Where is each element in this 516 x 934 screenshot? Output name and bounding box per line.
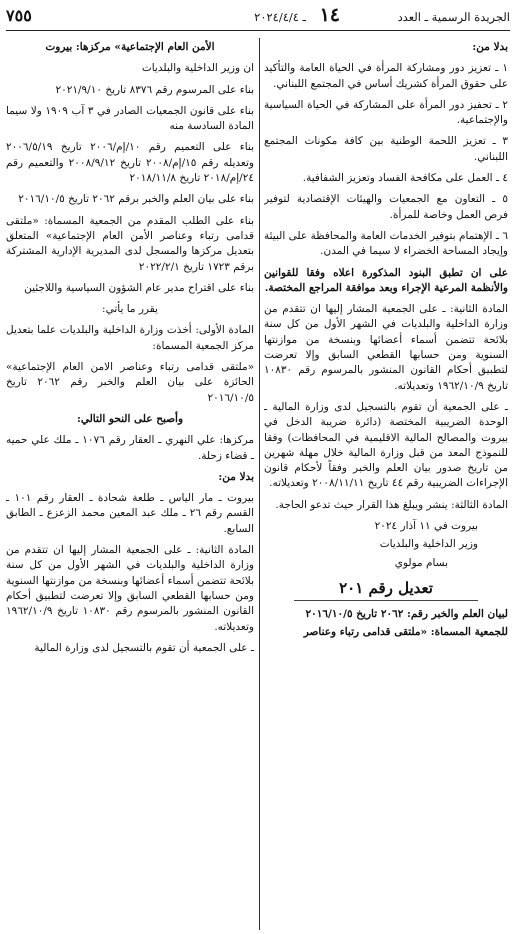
issue-date: ـ ٢٠٢٤/٤/٤: [254, 10, 306, 24]
issue-number: ١٤: [319, 4, 340, 26]
paragraph: يقرر ما يأتي:: [102, 303, 158, 316]
paragraph: بناء على بيان العلم والخبر برقم ٢٠٦٢ تاريخ ٢٠١٦/١٠/٥: [18, 193, 254, 206]
paragraph: بناء على المرسوم رقم ٨٣٧٦ تاريخ ٢٠٢١/٩/١٠: [55, 83, 254, 96]
paragraph: «ملتقى قدامى رتباء وعناصر الامن العام الإجتماعية» الحائزة على بيان العلم والخبر رقم ٢٠٦٢ تاريخ ٢٠١٦/١٠/٥: [6, 361, 254, 404]
paragraph: المادة الثانية: ـ على الجمعية المشار إليها ان تتقدم من وزارة الداخلية والبلديات في الشهر الأول من كل سنة بلائحة تتضمن أسماء أعضائها وبنسخة من موازنتها السنوية ومن حسابها القطعي السابق وإلا تعرضت لتطبيق أحكام القانون المنشور بالمرسوم رقم ١٠٨٣٠ تاريخ ١٩٦٢/١٠/٩ وتعديلاته.: [6, 544, 254, 633]
paragraph: ـ على الجمعية أن تقوم بالتسجيل لدى وزارة المالية: [34, 641, 254, 654]
amendment-separator: [294, 600, 478, 601]
paragraph: ٤ ـ العمل على مكافحة الفساد وتعزيز الشفافية.: [302, 172, 508, 185]
paragraph: ان وزير الداخلية والبلديات: [141, 62, 254, 75]
column-divider: [259, 38, 260, 930]
gazette-title: الجريدة الرسمية ـ العدد: [397, 10, 510, 24]
paragraph: بدلا من:: [218, 470, 254, 483]
paragraph: ٣ ـ تعزيز اللحمة الوطنية بين كافة مكونات المجتمع اللبناني.: [264, 135, 508, 163]
amendment-title: تعديل رقم ٢٠١: [339, 578, 433, 597]
paragraph: المادة الأولى: أخذت وزارة الداخلية والبلديات علما بتعديل مركز الجمعية المسماة:: [6, 324, 254, 352]
paragraph: مركزها: علي النهري ـ العقار رقم ١٠٧٦ ـ ملك علي حميه ـ قضاء زحلة.: [6, 434, 254, 462]
paragraph: بناء على التعميم رقم ١٠/إم/٢٠٠٦ تاريخ ٢٠٠٦/٥/١٩ وتعديله رقم ١٥/إم/٢٠٠٨ تاريخ ٢٠٠٨/٩/١٢ والتعميم رقم ٢٤/إم/٢٠١٨ تاريخ ٢٠١٨/١١/٨: [6, 141, 254, 185]
right-column-paragraphs: [264, 40, 508, 513]
paragraph: ٥ ـ التعاون مع الجمعيات والهيئات الإقتصادية لتوفير فرص العمل وخاصة للمرأة.: [264, 193, 508, 221]
paragraph: وأصبح على النحو التالي:: [76, 412, 184, 425]
paragraph: بناء على اقتراح مدير عام الشؤون السياسية واللاجئين: [24, 281, 254, 294]
paragraph: ٢ ـ تحفيز دور المرأة على المشاركة في الحياة السياسية والإجتماعية.: [264, 98, 508, 127]
paragraph: ١ ـ تعزيز دور ومشاركة المرأة في الحياة العامة والتأكيد على حقوق المرأة كشريك أساس في المجتمع اللبناني.: [264, 62, 508, 90]
paragraph: على ان تطبق البنود المذكورة اعلاه وفقا للقوانين والأنظمة المرعية الإجراء وبعد موافقة المراجع المختصة.: [264, 266, 508, 294]
signature-role: وزير الداخلية والبلديات: [379, 538, 478, 551]
paragraph: بيروت ـ مار الياس ـ طلعة شحادة ـ العقار رقم ١٠١ ـ القسم رقم ٢٦ ـ ملك عبد المعين محمد الزعزع ـ الطابق السابع.: [6, 492, 254, 535]
left-column-paragraphs: [6, 40, 254, 656]
amendment-line-1: لبيان العلم والخبر رقم: ٢٠٦٢ تاريخ ٢٠١٦/١٠/٥: [305, 608, 508, 621]
paragraph: المادة الثالثة: ينشر ويبلغ هذا القرار حيث تدعو الحاجة.: [275, 498, 508, 511]
right-column: [264, 40, 508, 930]
paragraph: المادة الثانية: ـ على الجمعية المشار إليها ان تتقدم من وزارة الداخلية والبلديات في الشهر الأول من كل سنة بلائحة تتضمن أسماء أعضائها وبنسخة من موازنتها السنوية ومن حسابها القطعي السابق وإلا تعرضت لتطبيق أحكام القانون المنشور بالمرسوم رقم ١٠٨٣٠ تاريخ ١٩٦٢/١٠/٩ وتعديلاته.: [264, 303, 508, 392]
signature-name: بسام مولوي: [394, 556, 448, 569]
paragraph: الأمن العام الإجتماعية» مركزها: بيروت: [45, 41, 215, 53]
paragraph: ٦ ـ الإهتمام بتوفير الخدمات العامة والمحافظة على البيئة وإيجاد المساحة الخضراء لا سيما في المدن.: [264, 229, 508, 258]
paragraph: بدلا من:: [472, 41, 508, 53]
signature-place-date: بيروت في ١١ آذار ٢٠٢٤: [374, 520, 478, 533]
paragraph: بناء على قانون الجمعيات الصادر في ٣ آب ١٩٠٩ ولا سيما المادة السادسة منه: [6, 104, 254, 133]
amendment-line-2: للجمعية المسماة: «ملتقى قدامى رتباء وعناصر: [303, 625, 508, 638]
paragraph: ـ على الجمعية أن تقوم بالتسجيل لدى وزارة المالية ـ الوحدة الضريبية المختصة (دائرة ضريبة الدخل في بيروت والمصالح المالية الاقليمية في المحافظات) وفقا للنموذج المعد من قبل وزارة المالية خلال مهلة شهرين من تاريخ صدور بيان العلم والخبر وفقاً لأحكام قانون الإجراءات الضريبية رقم ٤٤ تاريخ ٢٠٠٨/١١/١١ وتعديلاته.: [264, 400, 508, 490]
page-number: ٧٥٥: [6, 6, 32, 25]
left-column: [6, 40, 254, 930]
paragraph: بناء على الطلب المقدم من الجمعية المسماة: «ملتقى قدامى رتباء وعناصر الأمن العام الإجتماعية» المتعلق بتعديل مركزها والمسجل لدى المديرية الإدارية المشتركة برقم ١٧٢٣ تاريخ ٢٠٢٢/٢/١: [6, 214, 254, 273]
page-header: [6, 4, 510, 31]
